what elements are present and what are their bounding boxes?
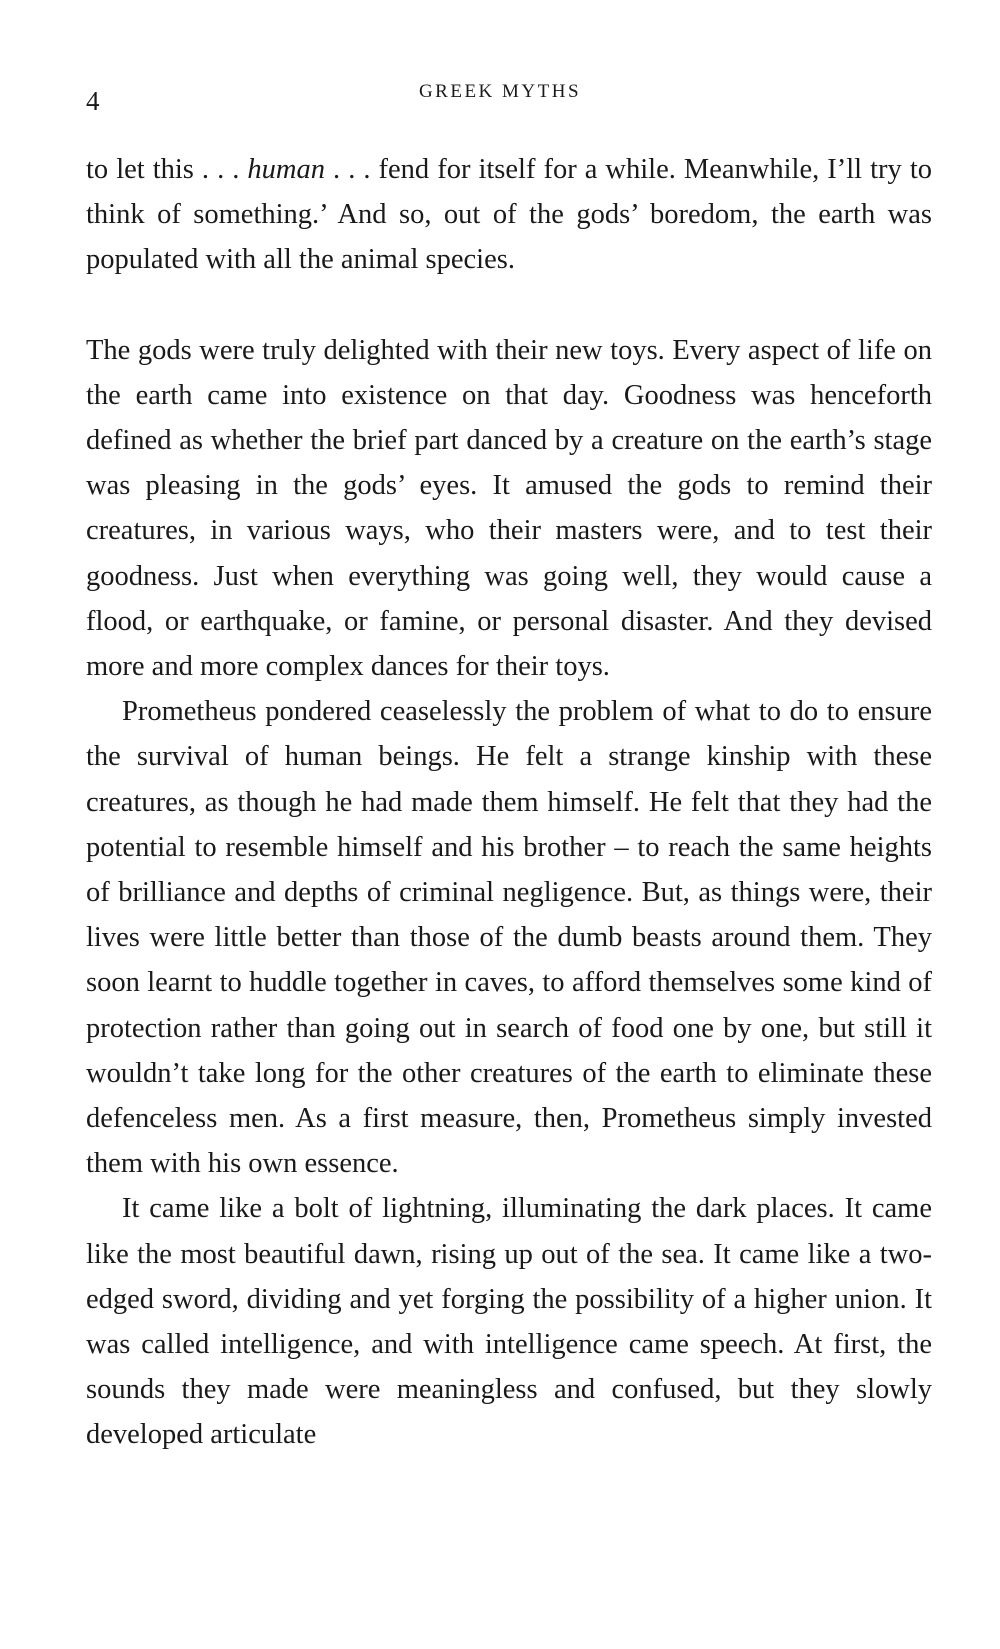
paragraph-1-after: . . . fend for itself for a while. Meanwhile, I’ll try to think of something.’ And so, out of the gods’ boredom, the earth was populated with all the animal species.	[86, 154, 932, 276]
paragraph-1-before: to let this . . .	[86, 154, 248, 185]
emphasis-human: human	[247, 154, 326, 185]
paragraph-2: The gods were truly delighted with their new toys. Every aspect of life on the earth came into existence on that day. Goodness was henceforth defined as whether the brief part danced by a creature on the earth’s stage was pleasing in the gods’ eyes. It amused the gods to remind their creatures, in various ways, who their masters were, and to test their goodness. Just when everything was going well, they would cause a flood, or earthquake, or famine, or personal disaster. And they devised more and more complex dances for their toys.	[86, 334, 932, 683]
page-number: 4	[86, 86, 100, 116]
paragraph-1	[86, 147, 932, 283]
paragraph-4: It came like a bolt of lightning, illuminating the dark places. It came like the most beautiful dawn, rising up out of the sea. It came like a two-edged sword, dividing and yet forging the possibility of a higher union. It was called intelligence, and with intelligence came speech. At first, the sounds they made were meaningless and confused, but they slowly developed articulate	[86, 1193, 932, 1451]
body-text	[86, 147, 932, 1458]
running-head: GREEK MYTHS	[418, 81, 582, 102]
paragraph-3: Prometheus pondered ceaselessly the problem of what to do to ensure the survival of human beings. He felt a strange kinship with these creatures, as though he had made them himself. He felt that they had the potential to resemble himself and his brother – to reach the same heights of brilliance and depths of criminal negligence. But, as things were, their lives were little better than those of the dumb beasts around them. They soon learnt to huddle together in caves, to afford themselves some kind of protection rather than going out in search of food one by one, but still it wouldn’t take long for the other creatures of the earth to eliminate these defenceless men. As a first measure, then, Prometheus simply invested them with his own essence.	[86, 696, 932, 1180]
